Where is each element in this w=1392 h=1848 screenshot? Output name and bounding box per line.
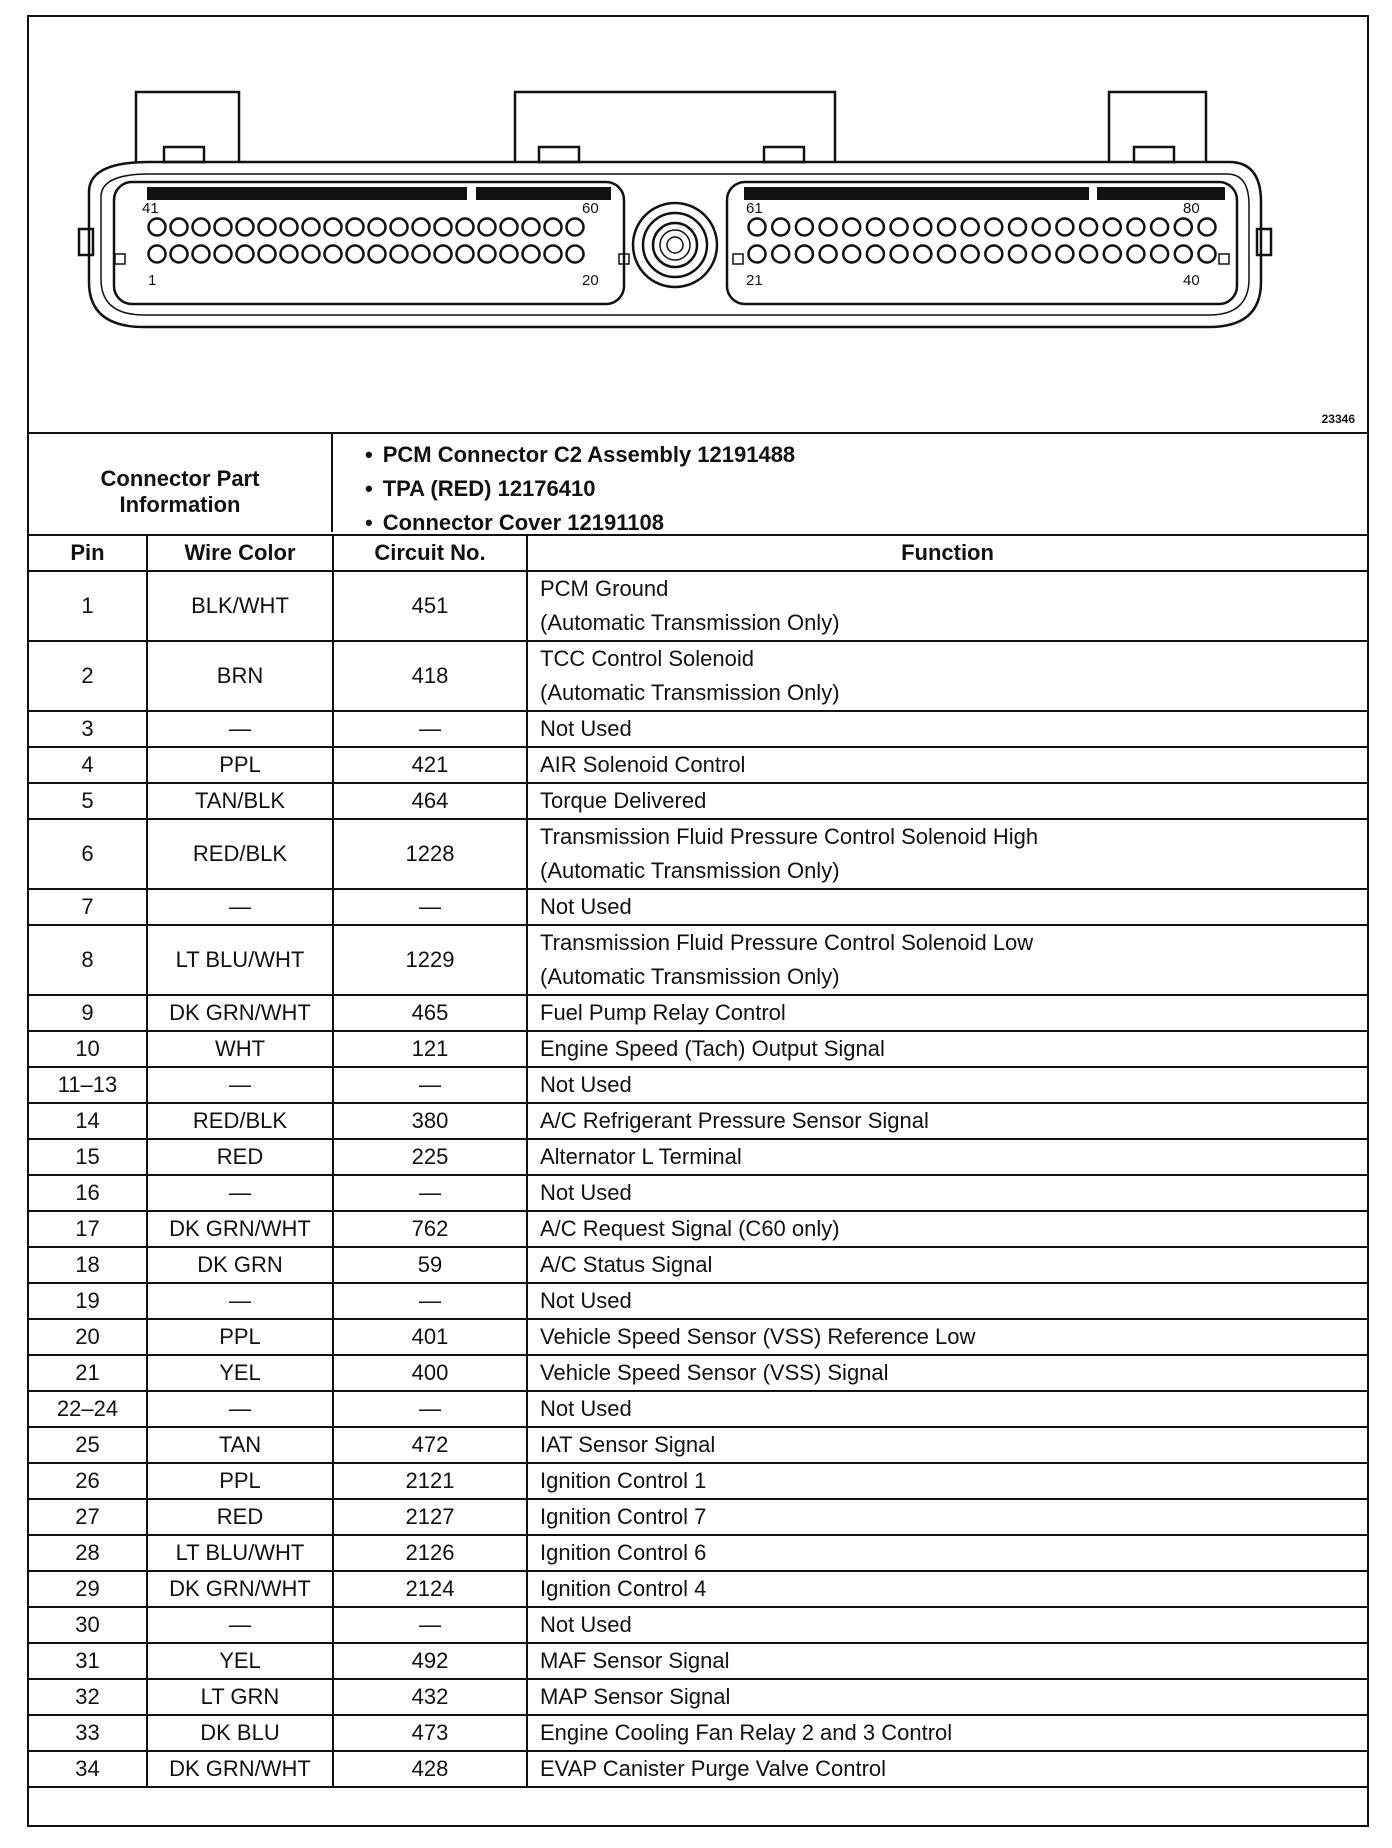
wire-color-cell: DK GRN/WHT: [147, 1751, 333, 1787]
pin-cell: 34: [29, 1751, 147, 1787]
table-row: [29, 711, 1367, 747]
connector-info-label-line2: Information: [119, 492, 241, 517]
wire-color-cell: BLK/WHT: [147, 571, 333, 641]
function-line: AIR Solenoid Control: [540, 752, 746, 777]
circuit-cell: 465: [333, 995, 527, 1031]
connector-pin: [325, 219, 342, 236]
connector-pin: [303, 246, 320, 263]
connector-pin: [938, 219, 955, 236]
pin-cell: 4: [29, 747, 147, 783]
connector-info-label: [29, 434, 333, 532]
connector-pin: [1127, 246, 1144, 263]
function-cell: [527, 1571, 1367, 1607]
header-function: Function: [527, 535, 1367, 571]
circuit-cell: —: [333, 1607, 527, 1643]
connector-pin: [1009, 246, 1026, 263]
connector-pin: [1104, 219, 1121, 236]
connector-pin: [1056, 219, 1073, 236]
connector-pin: [867, 219, 884, 236]
connector-pin: [962, 219, 979, 236]
connector-pin: [149, 219, 166, 236]
function-cell: [527, 1355, 1367, 1391]
function-cell: [527, 1715, 1367, 1751]
circuit-cell: 380: [333, 1103, 527, 1139]
connector-pin: [985, 246, 1002, 263]
connector-pin: [867, 246, 884, 263]
wire-color-cell: —: [147, 1175, 333, 1211]
circuit-cell: 464: [333, 783, 527, 819]
pin-cell: 9: [29, 995, 147, 1031]
function-line: Ignition Control 6: [540, 1540, 707, 1565]
table-row: [29, 1031, 1367, 1067]
circuit-cell: 473: [333, 1715, 527, 1751]
function-line: Ignition Control 1: [540, 1468, 707, 1493]
function-cell: [527, 1535, 1367, 1571]
function-line: Engine Cooling Fan Relay 2 and 3 Control: [540, 1720, 953, 1745]
function-cell: [527, 1427, 1367, 1463]
connector-pin: [567, 246, 584, 263]
connector-pin: [1080, 219, 1097, 236]
connector-pin: [1033, 219, 1050, 236]
table-row: [29, 1463, 1367, 1499]
connector-pin: [215, 246, 232, 263]
connector-pin: [369, 219, 386, 236]
function-line: Engine Speed (Tach) Output Signal: [540, 1036, 885, 1061]
table-row: [29, 641, 1367, 711]
pinout-table: [29, 534, 1367, 1788]
pin-cell: 22–24: [29, 1391, 147, 1427]
function-line: Not Used: [540, 716, 632, 741]
table-row: [29, 1067, 1367, 1103]
circuit-cell: —: [333, 1067, 527, 1103]
connector-pin: [567, 219, 584, 236]
function-cell: [527, 1103, 1367, 1139]
table-row: [29, 783, 1367, 819]
circuit-cell: —: [333, 1175, 527, 1211]
wire-color-cell: WHT: [147, 1031, 333, 1067]
header-wire-color: Wire Color: [147, 535, 333, 571]
connector-pin: [749, 246, 766, 263]
circuit-cell: 225: [333, 1139, 527, 1175]
circuit-cell: 492: [333, 1643, 527, 1679]
connector-pin: [1080, 246, 1097, 263]
connector-pin: [1199, 246, 1216, 263]
connector-pin: [149, 246, 166, 263]
function-line: (Automatic Transmission Only): [540, 680, 840, 705]
wire-color-cell: TAN/BLK: [147, 783, 333, 819]
table-row: [29, 1103, 1367, 1139]
connector-pin: [435, 219, 452, 236]
table-row: [29, 1211, 1367, 1247]
wire-color-cell: —: [147, 1283, 333, 1319]
connector-pin: [938, 246, 955, 263]
circuit-cell: 401: [333, 1319, 527, 1355]
connector-pin: [479, 246, 496, 263]
connector-info-item: • PCM Connector C2 Assembly 12191488: [365, 438, 795, 472]
pin-cell: 1: [29, 571, 147, 641]
connector-pin: [772, 246, 789, 263]
function-line: Transmission Fluid Pressure Control Solenoid High: [540, 824, 1039, 849]
function-cell: [527, 1283, 1367, 1319]
function-line: Torque Delivered: [540, 788, 707, 813]
function-cell: [527, 641, 1367, 711]
function-line: Fuel Pump Relay Control: [540, 1000, 786, 1025]
function-cell: [527, 747, 1367, 783]
connector-pin: [501, 246, 518, 263]
circuit-cell: 428: [333, 1751, 527, 1787]
wire-color-cell: BRN: [147, 641, 333, 711]
connector-pin: [523, 219, 540, 236]
connector-pin: [281, 246, 298, 263]
connector-pin: [1175, 246, 1192, 263]
connector-pin: [391, 219, 408, 236]
pin-cell: 28: [29, 1535, 147, 1571]
circuit-cell: 400: [333, 1355, 527, 1391]
table-row: [29, 1499, 1367, 1535]
circuit-cell: 59: [333, 1247, 527, 1283]
connector-pin: [962, 246, 979, 263]
pin-cell: 14: [29, 1103, 147, 1139]
connector-info-item: • TPA (RED) 12176410: [365, 472, 795, 506]
circuit-cell: 2121: [333, 1463, 527, 1499]
function-line: Not Used: [540, 1072, 632, 1097]
table-row: [29, 571, 1367, 641]
function-cell: [527, 889, 1367, 925]
connector-info-label-line1: Connector Part: [100, 466, 260, 491]
connector-pin: [171, 219, 188, 236]
circuit-cell: 432: [333, 1679, 527, 1715]
pin-cell: 25: [29, 1427, 147, 1463]
function-line: Vehicle Speed Sensor (VSS) Reference Low: [540, 1324, 976, 1349]
function-line: (Automatic Transmission Only): [540, 964, 840, 989]
wire-color-cell: DK GRN/WHT: [147, 1211, 333, 1247]
function-line: Not Used: [540, 1180, 632, 1205]
connector-pin: [843, 246, 860, 263]
wire-color-cell: —: [147, 889, 333, 925]
table-row: [29, 1391, 1367, 1427]
connector-pin: [325, 246, 342, 263]
connector-pin: [796, 219, 813, 236]
connector-pin: [391, 246, 408, 263]
connector-pin: [193, 246, 210, 263]
pin-cell: 16: [29, 1175, 147, 1211]
connector-pin: [1127, 219, 1144, 236]
circuit-cell: 1229: [333, 925, 527, 995]
connector-pin: [914, 219, 931, 236]
circuit-cell: 421: [333, 747, 527, 783]
circuit-cell: —: [333, 711, 527, 747]
connector-pin: [1033, 246, 1050, 263]
connector-pin: [347, 219, 364, 236]
wire-color-cell: RED/BLK: [147, 819, 333, 889]
header-pin: Pin: [29, 535, 147, 571]
connector-pin: [303, 219, 320, 236]
connector-pin: [1151, 246, 1168, 263]
pin-cell: 17: [29, 1211, 147, 1247]
pin-label-1: 1: [148, 272, 157, 289]
function-line: EVAP Canister Purge Valve Control: [540, 1756, 887, 1781]
function-line: Not Used: [540, 894, 632, 919]
connector-pin: [457, 219, 474, 236]
connector-figure: [29, 17, 1367, 434]
connector-pin: [369, 246, 386, 263]
wire-color-cell: RED: [147, 1499, 333, 1535]
pin-cell: 15: [29, 1139, 147, 1175]
pin-cell: 29: [29, 1571, 147, 1607]
circuit-cell: 472: [333, 1427, 527, 1463]
function-cell: [527, 1463, 1367, 1499]
connector-pin: [891, 219, 908, 236]
connector-pin: [820, 219, 837, 236]
table-row: [29, 995, 1367, 1031]
connector-pin: [237, 246, 254, 263]
wire-color-cell: LT BLU/WHT: [147, 925, 333, 995]
connector-pin: [891, 246, 908, 263]
connector-pin: [1151, 219, 1168, 236]
wire-color-cell: DK BLU: [147, 1715, 333, 1751]
function-line: MAP Sensor Signal: [540, 1684, 731, 1709]
connector-pin: [1199, 219, 1216, 236]
pin-label-21: 21: [746, 272, 763, 289]
circuit-cell: 2127: [333, 1499, 527, 1535]
table-row: [29, 1535, 1367, 1571]
function-cell: [527, 1139, 1367, 1175]
connector-part-information: [29, 434, 1367, 534]
header-circuit-no: Circuit No.: [333, 535, 527, 571]
pin-label-41: 41: [142, 200, 159, 217]
circuit-cell: 2126: [333, 1535, 527, 1571]
connector-pin: [985, 219, 1002, 236]
pin-cell: 32: [29, 1679, 147, 1715]
pin-cell: 5: [29, 783, 147, 819]
pin-cell: 3: [29, 711, 147, 747]
circuit-cell: 1228: [333, 819, 527, 889]
connector-pin: [749, 219, 766, 236]
connector-pin: [259, 219, 276, 236]
table-row: [29, 925, 1367, 995]
function-line: Alternator L Terminal: [540, 1144, 742, 1169]
circuit-cell: —: [333, 1391, 527, 1427]
table-row: [29, 1607, 1367, 1643]
pin-cell: 11–13: [29, 1067, 147, 1103]
connector-pin: [1056, 246, 1073, 263]
function-cell: [527, 783, 1367, 819]
function-cell: [527, 1391, 1367, 1427]
wire-color-cell: TAN: [147, 1427, 333, 1463]
connector-pin: [237, 219, 254, 236]
pin-cell: 33: [29, 1715, 147, 1751]
function-cell: [527, 1247, 1367, 1283]
table-row: [29, 1247, 1367, 1283]
wire-color-cell: PPL: [147, 1319, 333, 1355]
circuit-cell: —: [333, 889, 527, 925]
pin-cell: 7: [29, 889, 147, 925]
pin-cell: 30: [29, 1607, 147, 1643]
circuit-cell: 451: [333, 571, 527, 641]
connector-pin: [171, 246, 188, 263]
function-line: Transmission Fluid Pressure Control Solenoid Low: [540, 930, 1034, 955]
wire-color-cell: PPL: [147, 1463, 333, 1499]
function-cell: [527, 1067, 1367, 1103]
connector-pin: [772, 219, 789, 236]
table-row: [29, 1571, 1367, 1607]
wire-color-cell: RED/BLK: [147, 1103, 333, 1139]
function-line: A/C Status Signal: [540, 1252, 713, 1277]
connector-pin: [347, 246, 364, 263]
table-row: [29, 1751, 1367, 1787]
function-cell: [527, 571, 1367, 641]
function-line: (Automatic Transmission Only): [540, 610, 840, 635]
connector-pin: [1009, 219, 1026, 236]
circuit-cell: 2124: [333, 1571, 527, 1607]
function-cell: [527, 711, 1367, 747]
pin-label-60: 60: [582, 200, 599, 217]
function-line: (Automatic Transmission Only): [540, 858, 840, 883]
connector-pin: [545, 219, 562, 236]
wire-color-cell: PPL: [147, 747, 333, 783]
connector-pin: [501, 219, 518, 236]
table-header-row: [29, 535, 1367, 571]
function-cell: [527, 1643, 1367, 1679]
pin-cell: 18: [29, 1247, 147, 1283]
pin-cell: 10: [29, 1031, 147, 1067]
pin-label-40: 40: [1183, 272, 1200, 289]
wire-color-cell: —: [147, 1607, 333, 1643]
pin-cell: 26: [29, 1463, 147, 1499]
connector-pin: [479, 219, 496, 236]
wire-color-cell: —: [147, 1391, 333, 1427]
connector-pin: [1175, 219, 1192, 236]
pin-cell: 27: [29, 1499, 147, 1535]
wire-color-cell: DK GRN/WHT: [147, 1571, 333, 1607]
function-cell: [527, 1319, 1367, 1355]
function-line: Not Used: [540, 1612, 632, 1637]
table-row: [29, 1283, 1367, 1319]
function-line: Vehicle Speed Sensor (VSS) Signal: [540, 1360, 889, 1385]
pin-cell: 31: [29, 1643, 147, 1679]
document-sheet: [27, 15, 1369, 1827]
connector-pin: [914, 246, 931, 263]
function-line: Ignition Control 7: [540, 1504, 707, 1529]
connector-pin: [413, 219, 430, 236]
pin-cell: 8: [29, 925, 147, 995]
wire-color-cell: RED: [147, 1139, 333, 1175]
circuit-cell: 418: [333, 641, 527, 711]
function-line: IAT Sensor Signal: [540, 1432, 716, 1457]
function-cell: [527, 1031, 1367, 1067]
function-cell: [527, 1751, 1367, 1787]
function-line: Not Used: [540, 1288, 632, 1313]
function-line: Not Used: [540, 1396, 632, 1421]
function-cell: [527, 1175, 1367, 1211]
function-line: MAF Sensor Signal: [540, 1648, 730, 1673]
function-cell: [527, 1211, 1367, 1247]
function-cell: [527, 925, 1367, 995]
wire-color-cell: LT BLU/WHT: [147, 1535, 333, 1571]
pin-label-80: 80: [1183, 200, 1200, 217]
wire-color-cell: YEL: [147, 1643, 333, 1679]
wire-color-cell: —: [147, 711, 333, 747]
table-row: [29, 747, 1367, 783]
connector-pin: [457, 246, 474, 263]
connector-pin: [545, 246, 562, 263]
connector-pin: [281, 219, 298, 236]
connector-pin: [796, 246, 813, 263]
table-row: [29, 1139, 1367, 1175]
connector-info-item: • Connector Cover 12191108: [365, 506, 795, 540]
function-line: A/C Refrigerant Pressure Sensor Signal: [540, 1108, 929, 1133]
wire-color-cell: —: [147, 1067, 333, 1103]
table-row: [29, 1319, 1367, 1355]
function-cell: [527, 1679, 1367, 1715]
circuit-cell: 121: [333, 1031, 527, 1067]
table-row: [29, 1679, 1367, 1715]
table-row: [29, 1175, 1367, 1211]
circuit-cell: 762: [333, 1211, 527, 1247]
function-cell: [527, 1607, 1367, 1643]
table-row: [29, 889, 1367, 925]
circuit-cell: —: [333, 1283, 527, 1319]
pin-cell: 21: [29, 1355, 147, 1391]
table-row: [29, 1715, 1367, 1751]
pin-cell: 19: [29, 1283, 147, 1319]
function-cell: [527, 819, 1367, 889]
pin-cell: 20: [29, 1319, 147, 1355]
connector-pin: [843, 219, 860, 236]
table-row: [29, 1355, 1367, 1391]
figure-number: 23346: [1321, 412, 1355, 426]
table-row: [29, 1643, 1367, 1679]
pin-label-20: 20: [582, 272, 599, 289]
pin-label-61: 61: [746, 200, 763, 217]
wire-color-cell: DK GRN: [147, 1247, 333, 1283]
connector-pin: [523, 246, 540, 263]
connector-pin: [259, 246, 276, 263]
connector-pin: [435, 246, 452, 263]
function-line: A/C Request Signal (C60 only): [540, 1216, 840, 1241]
function-cell: [527, 995, 1367, 1031]
function-line: PCM Ground: [540, 576, 669, 601]
connector-info-list: [365, 438, 795, 540]
pin-cell: 2: [29, 641, 147, 711]
connector-pin: [215, 219, 232, 236]
connector-pin: [1104, 246, 1121, 263]
wire-color-cell: LT GRN: [147, 1679, 333, 1715]
connector-pin: [413, 246, 430, 263]
function-line: TCC Control Solenoid: [540, 646, 754, 671]
table-row: [29, 1427, 1367, 1463]
pin-cell: 6: [29, 819, 147, 889]
wire-color-cell: DK GRN/WHT: [147, 995, 333, 1031]
wire-color-cell: YEL: [147, 1355, 333, 1391]
function-line: Ignition Control 4: [540, 1576, 707, 1601]
table-row: [29, 819, 1367, 889]
connector-pin: [820, 246, 837, 263]
function-cell: [527, 1499, 1367, 1535]
connector-pin: [193, 219, 210, 236]
connector-diagram: [29, 17, 1367, 432]
